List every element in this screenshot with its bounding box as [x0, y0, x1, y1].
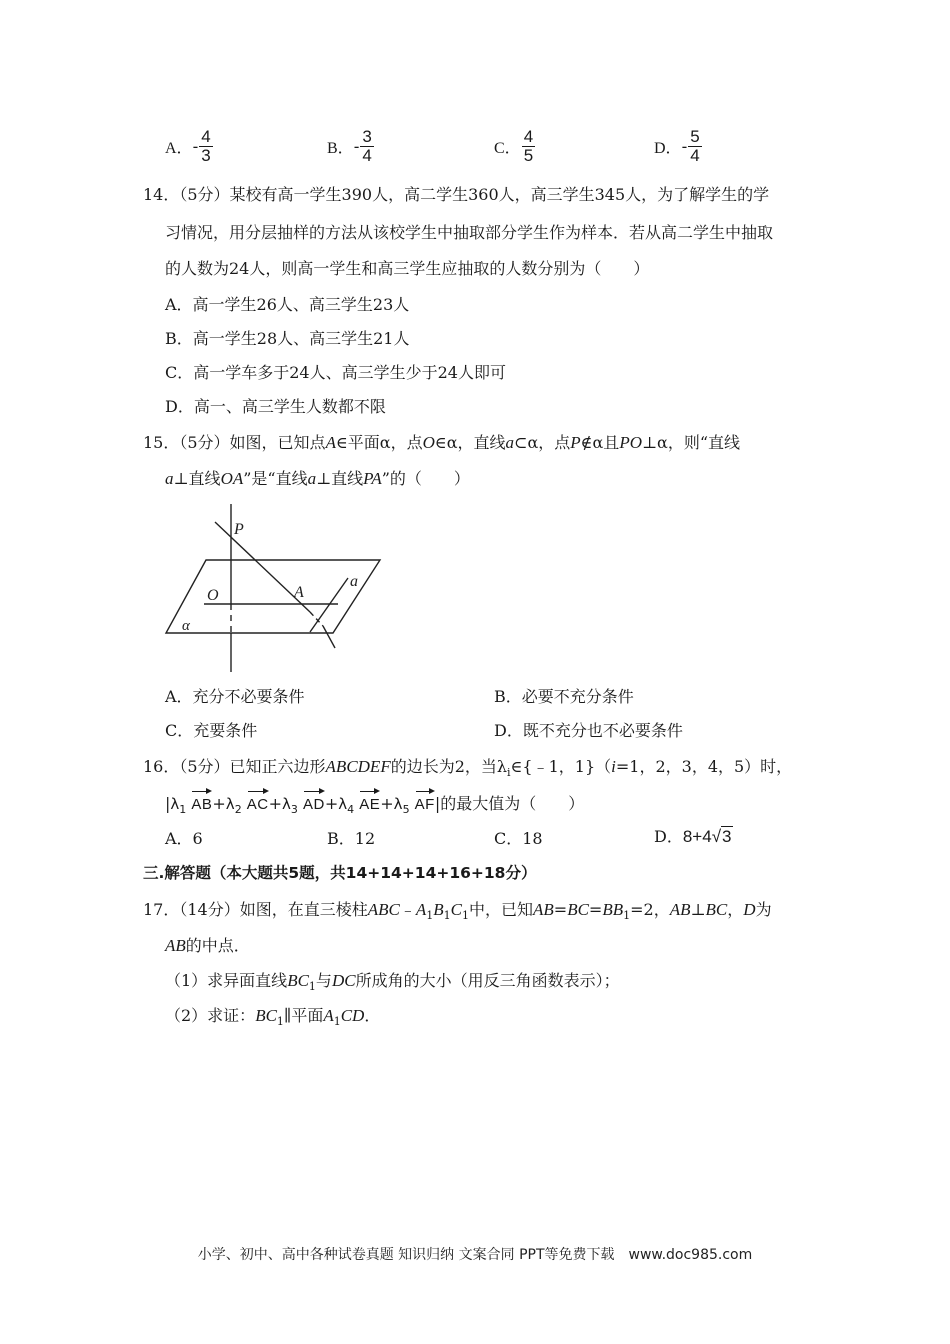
label-a-point: A — [294, 584, 304, 601]
q14-stem-line2: 习情况，用分层抽样的方法从该校学生中抽取部分学生作为样本．若从高二学生中抽取 — [165, 223, 774, 242]
q16-stem-line1: 16．（5分）已知正六边形ABCDEF的边长为2，当$\lambda_i\in\{﹣1$，1}（i=1，2，3，4，5）时， — [143, 757, 793, 780]
q14-option-a: A．高一学生26人、高三学生23人 — [165, 295, 410, 314]
vector-af: AF — [415, 790, 435, 816]
q13-option-b: B．- $\frac{3}{4}$ — [327, 127, 372, 165]
label-alpha: α — [182, 618, 190, 634]
q13-option-a: A．- $\frac{4}{3}$ — [165, 127, 211, 165]
q15-stem-line1: 15．（5分）如图，已知点A∈平面α，点O∈α，直线a⊂α，点P∉α且PO⊥α，则“直线 — [143, 433, 741, 452]
plane-alpha — [166, 560, 380, 633]
vector-ad: AD — [303, 790, 325, 816]
page-footer: 小学、初中、高中各种试卷真题 知识归纳 文案合同 PPT等免费下载 www.doc985.com — [197, 1247, 753, 1263]
section-3-heading: 三.解答题（本大题共5题，共14+14+14+16+18分） — [143, 864, 537, 882]
q15-stem-line2: a⊥直线OA”是“直线a⊥直线PA”的（ ） — [165, 469, 470, 488]
q13-option-c: C． $\frac{4}{5}$ — [494, 127, 534, 165]
q15-option-a: A．充分不必要条件 — [165, 687, 305, 706]
label-a-line: a — [350, 573, 358, 590]
q16-option-b: B．12 — [327, 829, 376, 848]
q15-figure — [160, 500, 390, 680]
q14-stem-line1: 14．（5分）某校有高一学生390人，高二学生360人，高三学生345人，为了解学生的学 — [143, 185, 770, 204]
q17-stem-line2: AB的中点． — [165, 936, 250, 955]
vector-ab: AB — [191, 790, 212, 816]
q17-part1: （1）求异面直线$BC_1$与DC所成角的大小（用反三角函数表示）； — [165, 971, 620, 994]
vector-ae: AE — [359, 790, 380, 816]
q16-option-d: D．8+4√3 — [654, 827, 732, 846]
q16-stem-line2: $|\lambda_1$ $AB+\lambda_2$ $AC+\lambda_3$ $AD+\lambda_4$ $AE+\lambda_5$ AF|的最大值为（ ） — [165, 790, 584, 821]
q17-stem-line1: 17．（14分）如图，在直三棱柱$ABC﹣A_1B_1C_1$中，已知$AB=BC=BB_1=2$，AB⊥BC，D为 — [143, 900, 772, 923]
label-o: O — [207, 587, 219, 604]
label-p: P — [234, 521, 244, 538]
q16-option-c: C．18 — [494, 829, 543, 848]
line-pa-lower — [323, 626, 335, 648]
q14-option-d: D．高一、高三学生人数都不限 — [165, 397, 386, 416]
q16-option-a: A．6 — [165, 829, 203, 848]
q14-stem-line3: 的人数为24人，则高一学生和高三学生应抽取的人数分别为（ ） — [165, 259, 650, 278]
vector-ac: AC — [247, 790, 269, 816]
q14-option-c: C．高一学车多于24人、高三学生少于24人即可 — [165, 363, 506, 382]
line-a — [310, 578, 348, 632]
q15-option-b: B．必要不充分条件 — [494, 687, 634, 706]
q14-option-b: B．高一学生28人、高三学生21人 — [165, 329, 410, 348]
q17-part2: （2）求证：$BC_1\parallel$平面$A_1CD$． — [165, 1006, 381, 1029]
q15-option-c: C．充要条件 — [165, 721, 258, 740]
q13-option-d: D．- $\frac{5}{4}$ — [654, 127, 700, 165]
q15-option-d: D．既不充分也不必要条件 — [494, 721, 683, 740]
